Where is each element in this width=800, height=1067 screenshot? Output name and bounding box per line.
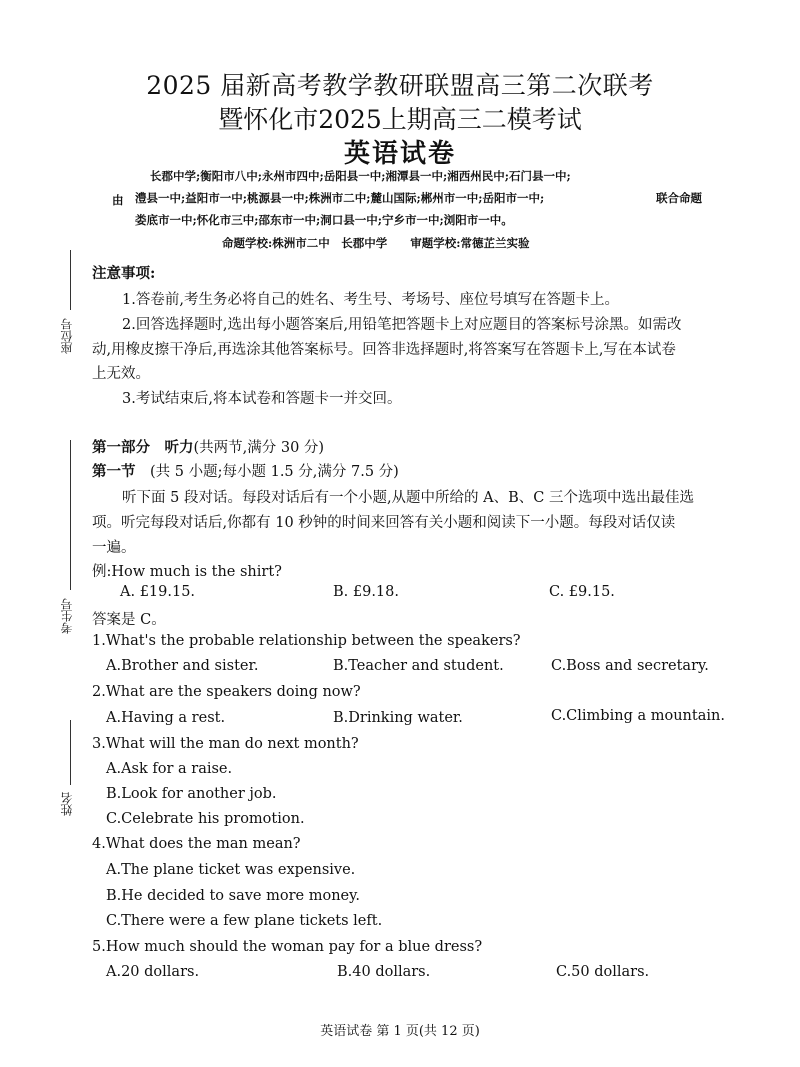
section-1-intro-end: 一遍。 bbox=[92, 540, 136, 556]
section-1-heading bbox=[92, 460, 399, 481]
notice-item-2-cont: 动,用橡皮擦干净后,再选涂其他答案标号。回答非选择题时,将答案写在答题卡上,写在本试卷 bbox=[92, 342, 676, 358]
q3-option-b: B.Look for another job. bbox=[106, 786, 277, 802]
q2-option-b: B.Drinking water. bbox=[333, 710, 463, 726]
notice-item-2: 2.回答选择题时,选出每小题答案后,用铅笔把答题卡上对应题目的答案标号涂黑。如需改 bbox=[122, 317, 682, 333]
question-2: 2.What are the speakers doing now? bbox=[92, 684, 361, 700]
q5-option-b: B.40 dollars. bbox=[337, 964, 431, 980]
q2-option-a: A.Having a rest. bbox=[106, 710, 226, 726]
schools-line-2: 澧县一中;益阳市一中;桃源县一中;株洲市二中;麓山国际;郴州市一中;岳阳市一中; bbox=[135, 191, 545, 205]
section-1-title: 第一节 bbox=[92, 463, 136, 480]
page-footer: 英语试卷 第 1 页(共 12 页) bbox=[320, 1024, 480, 1039]
q5-option-a: A.20 dollars. bbox=[106, 964, 200, 980]
q2-option-c: C.Climbing a mountain. bbox=[551, 708, 725, 724]
you-label: 由 bbox=[112, 193, 124, 207]
proposer-schools: 命题学校:株洲市二中 长郡中学 审题学校:常德芷兰实验 bbox=[222, 236, 530, 250]
notice-item-3: 3.考试结束后,将本试卷和答题卡一并交回。 bbox=[122, 391, 402, 407]
section-1-score: (共 5 小题;每小题 1.5 分,满分 7.5 分) bbox=[135, 464, 399, 480]
q4-option-a: A.The plane ticket was expensive. bbox=[106, 862, 356, 878]
exam-subject-title: 英语试卷 bbox=[343, 139, 456, 169]
q1-option-b: B.Teacher and student. bbox=[333, 658, 504, 674]
part-1-heading bbox=[92, 436, 324, 457]
exam-number-label: 考生号 bbox=[60, 598, 74, 634]
title-line-1: 2025 届新高考教学教研联盟高三第二次联考 bbox=[146, 71, 654, 100]
seat-line bbox=[70, 250, 71, 310]
q5-option-c: C.50 dollars. bbox=[556, 964, 650, 980]
question-3: 3.What will the man do next month? bbox=[92, 736, 359, 752]
q3-option-c: C.Celebrate his promotion. bbox=[106, 811, 305, 827]
example-option-c: C. £9.15. bbox=[549, 584, 615, 600]
part-1-score: (共两节,满分 30 分) bbox=[193, 440, 325, 456]
q3-option-a: A.Ask for a raise. bbox=[106, 761, 233, 777]
notice-item-2-end: 上无效。 bbox=[92, 366, 150, 382]
joint-proposition-label: 联合命题 bbox=[656, 191, 702, 205]
exam-number-line bbox=[70, 440, 71, 590]
section-1-intro-cont: 项。听完每段对话后,你都有 10 秒钟的时间来回答有关小题和阅读下一小题。每段对话仅读 bbox=[92, 515, 676, 531]
q1-option-c: C.Boss and secretary. bbox=[551, 658, 709, 674]
question-1: 1.What's the probable relationship between the speakers? bbox=[92, 633, 521, 649]
example-question: 例:How much is the shirt? bbox=[92, 564, 282, 580]
example-answer: 答案是 C。 bbox=[92, 612, 166, 628]
notice-item-1: 1.答卷前,考生务必将自己的姓名、考生号、考场号、座位号填写在答题卡上。 bbox=[122, 292, 619, 308]
schools-line-1: 长郡中学;衡阳市八中;永州市四中;岳阳县一中;湘潭县一中;湘西州民中;石门县一中; bbox=[150, 169, 571, 183]
part-1-title: 第一部分 听力 bbox=[92, 439, 194, 456]
question-5: 5.How much should the woman pay for a blue dress? bbox=[92, 939, 483, 955]
q1-option-a: A.Brother and sister. bbox=[106, 658, 259, 674]
name-line bbox=[70, 720, 71, 785]
section-1-intro: 听下面 5 段对话。每段对话后有一个小题,从题中所给的 A、B、C 三个选项中选出最佳选 bbox=[122, 490, 694, 506]
name-label: 姓名 bbox=[60, 792, 74, 816]
schools-line-3: 娄底市一中;怀化市三中;邵东市一中;洞口县一中;宁乡市一中;浏阳市一中。 bbox=[135, 213, 513, 227]
seat-number-label: 座位号 bbox=[60, 318, 74, 354]
example-option-b: B. £9.18. bbox=[333, 584, 399, 600]
question-4: 4.What does the man mean? bbox=[92, 836, 301, 852]
title-line-2: 暨怀化市2025上期高三二模考试 bbox=[218, 105, 582, 134]
example-option-a: A. £19.15. bbox=[120, 584, 196, 600]
q4-option-c: C.There were a few plane tickets left. bbox=[106, 913, 383, 929]
notice-heading: 注意事项: bbox=[92, 265, 156, 282]
q4-option-b: B.He decided to save more money. bbox=[106, 888, 360, 904]
